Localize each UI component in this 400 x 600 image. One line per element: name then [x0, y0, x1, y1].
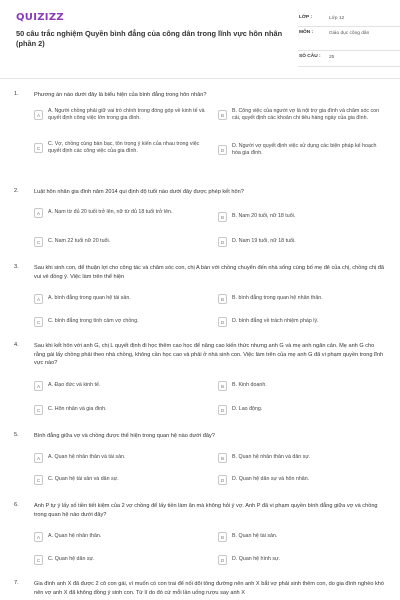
question-number: 5. — [14, 432, 19, 438]
option-text: D. bình đẳng về trách nhiệm pháp lý. — [232, 318, 319, 325]
option-d[interactable] — [218, 555, 386, 565]
option-letter: B — [218, 532, 227, 542]
option-b[interactable] — [218, 381, 386, 391]
option-b[interactable] — [218, 453, 386, 463]
option-text: D. Nam 19 tuổi, nữ 18 tuổi. — [232, 238, 296, 245]
question-text: Sau khi sinh con, để thuận lợi cho công tác và chăm sóc con, chị A bàn với chồng chuyển đến nhà sống cùng bố mẹ đẻ của chị, chồng chị đã vui vẻ đồng ý. Việc làm trên thể hiện — [34, 265, 385, 280]
option-text: B. Quan hệ nhân thân và dân sự. — [232, 454, 311, 461]
option-d[interactable] — [218, 317, 386, 327]
option-b[interactable] — [218, 212, 386, 222]
question-text: Anh P tự ý lấy số tiền tiết kiệm của 2 vợ chồng để lấy tiền làm ăn mà không hỏi ý vợ. Anh P đã vi phạm quyền bình đẳng giữa vợ và chồng trong quan hệ nào dưới đây? — [34, 503, 378, 518]
option-text: A. bình đẳng trong quan hệ tài sản. — [48, 295, 131, 302]
option-letter: C — [34, 237, 43, 247]
option-letter: D — [218, 237, 227, 247]
question-text: Phương án nào dưới đây là biểu hiện của bình đẳng trong hôn nhân? — [34, 92, 207, 98]
question-number: 6. — [14, 502, 19, 508]
meta-subject-label: MÔN : — [299, 30, 314, 35]
option-d[interactable] — [218, 143, 386, 158]
option-text: B. Nam 20 tuổi, nữ 18 tuổi. — [232, 213, 296, 220]
option-letter: B — [218, 381, 227, 391]
option-letter: A — [34, 453, 43, 463]
option-text: C. Quan hệ tài sản và dân sự. — [48, 476, 119, 483]
question-number: 7. — [14, 580, 19, 586]
option-letter: C — [34, 405, 43, 415]
option-letter: B — [218, 294, 227, 304]
option-c[interactable] — [34, 237, 209, 247]
option-text: A. Nam từ đủ 20 tuổi trở lên, nữ từ đủ 18 tuổi trở lên. — [48, 209, 173, 216]
meta-count-row — [298, 51, 400, 67]
question-number: 3. — [14, 264, 19, 270]
option-a[interactable] — [34, 108, 209, 123]
option-c[interactable] — [34, 475, 209, 485]
option-letter: D — [218, 317, 227, 327]
option-a[interactable] — [34, 294, 209, 304]
quizizz-logo: QUIZIZZ — [16, 12, 64, 23]
meta-subject-row — [298, 27, 400, 51]
option-c[interactable] — [34, 141, 209, 156]
option-letter: B — [218, 453, 227, 463]
option-d[interactable] — [218, 405, 386, 415]
option-a[interactable] — [34, 453, 209, 463]
option-d[interactable] — [218, 237, 386, 247]
option-letter: A — [34, 208, 43, 218]
option-a[interactable] — [34, 532, 209, 542]
option-text: A. Quan hệ nhân thân và tài sản. — [48, 454, 126, 461]
header-divider — [0, 78, 400, 79]
option-c[interactable] — [34, 405, 209, 415]
option-text: A. Người chồng phải giữ vai trò chính trong đóng góp về kinh tế và quyết định công việc lớn trong gia đình. — [48, 108, 205, 122]
option-b[interactable] — [218, 108, 386, 123]
option-b[interactable] — [218, 532, 386, 542]
meta-subject-value: Giáo dục công dân — [329, 31, 370, 36]
option-letter: A — [34, 532, 43, 542]
question-text: Bình đẳng giữa vợ và chồng được thể hiện trong quan hệ nào dưới đây? — [34, 433, 215, 439]
option-letter: D — [218, 405, 227, 415]
option-text: D. Quan hệ dân sự và hôn nhân. — [232, 476, 310, 483]
option-letter: D — [218, 145, 227, 155]
option-text: B. Kinh doanh. — [232, 382, 267, 389]
option-d[interactable] — [218, 475, 386, 485]
option-text: C. Hôn nhân và gia đình. — [48, 406, 107, 413]
question-number: 2. — [14, 188, 19, 194]
option-text: B. Công việc của người vợ là nội trợ gia đình và chăm sóc con cái, quyết định các khoản chi tiêu hàng ngày của gia đình. — [232, 108, 380, 122]
question-text: Luật hôn nhân gia đình năm 2014 qui định độ tuổi nào dưới đây được phép kết hôn? — [34, 189, 244, 195]
question-number: 4. — [14, 342, 19, 348]
option-letter: A — [34, 381, 43, 391]
meta-class-label: LỚP : — [299, 15, 313, 20]
meta-count-label: SỐ CÂU : — [299, 54, 321, 59]
option-letter: A — [34, 110, 43, 120]
option-letter: D — [218, 475, 227, 485]
option-text: D. Lao động. — [232, 406, 263, 413]
option-letter: C — [34, 475, 43, 485]
option-letter: B — [218, 110, 227, 120]
option-text: C. Nam 22 tuổi nữ 20 tuổi. — [48, 238, 111, 245]
meta-class-row — [298, 12, 400, 27]
question-text: Sau khi kết hôn với anh G, chị L quyết định đi học thêm cao học để nâng cao kiến thức nhưng anh G và mẹ anh ngăn cản. Mẹ anh G cho rằng gái lấy chồng phải theo nhà chồng, không cần học cao và phải ở nhà sinh con. Việc làm trên của mẹ anh G đã vi phạm quyền trong lĩnh vực nào? — [34, 343, 384, 367]
option-letter: C — [34, 317, 43, 327]
worksheet-meta — [298, 12, 400, 67]
option-text: D. Người vợ quyết định việc sử dụng các biện pháp kế hoạch hóa gia đình. — [232, 143, 377, 157]
meta-count-value: 25 — [329, 55, 335, 60]
option-text: C. Vợ, chồng cùng bàn bạc, tôn trọng ý kiến của nhau trong việc quyết định các công việc của gia đình. — [48, 141, 200, 155]
meta-class-value: Lớp 12 — [329, 16, 345, 21]
option-b[interactable] — [218, 294, 386, 304]
option-text: D. Quan hệ hình sự. — [232, 556, 281, 563]
option-text: C. Quan hệ dân sự. — [48, 556, 95, 563]
option-a[interactable] — [34, 381, 209, 391]
option-text: B. bình đẳng trong quan hệ nhân thân. — [232, 295, 323, 302]
question-text: Gia đình anh X đã được 2 cô con gái, vì muốn có con trai để nối dõi tông đường nên anh X bắt vợ phải sinh thêm con, do gia đình nghèo khó nên vợ anh X đã không đồng ý sinh con. Từ lí do đó cứ mỗi lần uống rượu say anh X — [34, 581, 384, 596]
option-letter: B — [218, 212, 227, 222]
option-c[interactable] — [34, 555, 209, 565]
option-letter: C — [34, 143, 43, 153]
question-number: 1. — [14, 91, 19, 97]
option-letter: A — [34, 294, 43, 304]
option-c[interactable] — [34, 317, 209, 327]
worksheet-title: 50 câu trắc nghiệm Quyền bình đẳng của công dân trong lĩnh vực hôn nhân (phần 2) — [16, 29, 283, 48]
option-letter: D — [218, 555, 227, 565]
worksheet-header — [16, 12, 384, 70]
option-a[interactable] — [34, 208, 209, 218]
option-text: A. Quan hệ nhân thân. — [48, 533, 102, 540]
option-text: A. Đạo đức và kinh tế. — [48, 382, 101, 389]
option-letter: C — [34, 555, 43, 565]
option-text: C. bình đẳng trong tình cảm vợ chồng. — [48, 318, 139, 325]
option-text: B. Quan hệ tài sản. — [232, 533, 278, 540]
